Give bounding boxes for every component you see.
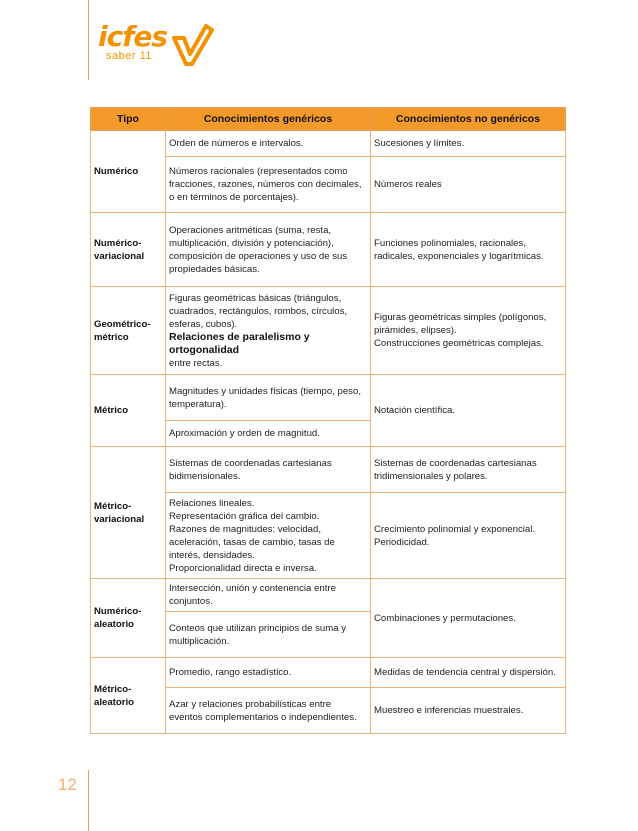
table-header-row: [91, 108, 566, 131]
header-tipo: Tipo: [91, 108, 166, 131]
generic-text: entre rectas.: [169, 357, 223, 369]
non-generic-cell: Muestreo e inferencias muestrales.: [371, 688, 566, 734]
generic-cell: Números racionales (representados como fracciones, razones, números con decimales, o en términos de porcentajes).: [166, 157, 371, 213]
header-no-genericos: Conocimientos no genéricos: [371, 108, 566, 131]
non-generic-cell: Sistemas de coordenadas cartesianas tridimensionales y polares.: [371, 447, 566, 493]
generic-cell: Sistemas de coordenadas cartesianas bidimensionales.: [166, 447, 371, 493]
table-row: [91, 287, 566, 375]
table-row: [91, 579, 566, 612]
table-row: [91, 375, 566, 421]
generic-cell: Conteos que utilizan principios de suma y multiplicación.: [166, 612, 371, 658]
non-generic-cell: [371, 493, 566, 579]
non-generic-cell: Medidas de tendencia central y dispersión.: [371, 658, 566, 688]
tipo-cell: Métrico-aleatorio: [91, 658, 166, 734]
tipo-cell: Métrico-variacional: [91, 447, 166, 579]
top-margin-rule: [88, 0, 89, 80]
generic-cell: Promedio, rango estadístico.: [166, 658, 371, 688]
table-row: [91, 658, 566, 688]
generic-text: Razones de magnitudes: velocidad, aceleración, tasas de cambio, tasas de interés, densidades.: [169, 523, 335, 561]
generic-cell: Intersección, unión y contenencia entre conjuntos.: [166, 579, 371, 612]
non-generic-text: Construcciones geométricas complejas.: [374, 338, 544, 349]
non-generic-cell: Funciones polinomiales, racionales, radicales, exponenciales y logarítmicas.: [371, 213, 566, 287]
non-generic-cell: Números reales: [371, 157, 566, 213]
non-generic-cell: Sucesiones y límites.: [371, 131, 566, 157]
tipo-cell: Geométrico-métrico: [91, 287, 166, 375]
non-generic-text: Crecimiento polinomial y exponencial.: [374, 523, 536, 535]
logo-subtitle: saber 11: [106, 50, 152, 62]
tipo-cell: Numérico-variacional: [91, 213, 166, 287]
tipo-cell: Numérico-aleatorio: [91, 579, 166, 658]
non-generic-cell: Notación científica.: [371, 375, 566, 447]
generic-text: Proporcionalidad directa e inversa.: [169, 562, 317, 574]
generic-cell: Orden de números e intervalos.: [166, 131, 371, 157]
generic-cell: [166, 493, 371, 579]
generic-cell: Azar y relaciones probabilísticas entre eventos complementarios o independientes.: [166, 688, 371, 734]
non-generic-cell: [371, 287, 566, 375]
tipo-cell: Métrico: [91, 375, 166, 447]
generic-cell: Aproximación y orden de magnitud.: [166, 421, 371, 447]
bottom-margin-rule: [88, 770, 89, 831]
page-number: 12: [58, 775, 77, 794]
generic-cell: [166, 287, 371, 375]
icfes-logo: [98, 20, 228, 72]
table-row: [91, 131, 566, 157]
non-generic-text: Periodicidad.: [374, 536, 430, 548]
knowledge-table: [90, 107, 566, 734]
logo-wordmark: icfes: [98, 20, 168, 53]
header-genericos: Conocimientos genéricos: [166, 108, 371, 131]
checkmark-icon: [170, 22, 214, 66]
non-generic-cell: Combinaciones y permutaciones.: [371, 579, 566, 658]
table-row: [91, 213, 566, 287]
generic-cell: Magnitudes y unidades físicas (tiempo, peso, temperatura).: [166, 375, 371, 421]
generic-cell: Operaciones aritméticas (suma, resta, multiplicación, división y potenciación), composición de operaciones y uso de sus propiedades básicas.: [166, 213, 371, 287]
generic-text-bold: Relaciones de paralelismo y ortogonalidad: [169, 330, 310, 356]
non-generic-text: Figuras geométricas simples (polígonos, pirámides, elipses).: [374, 312, 547, 336]
table-row: [91, 447, 566, 493]
generic-text: Figuras geométricas básicas (triángulos, cuadrados, rectángulos, rombos, círculos, esferas, cubos).: [169, 292, 348, 330]
generic-text: Representación gráfica del cambio.: [169, 510, 320, 522]
tipo-cell: Numérico: [91, 131, 166, 213]
generic-text: Relaciones lineales.: [169, 497, 255, 509]
